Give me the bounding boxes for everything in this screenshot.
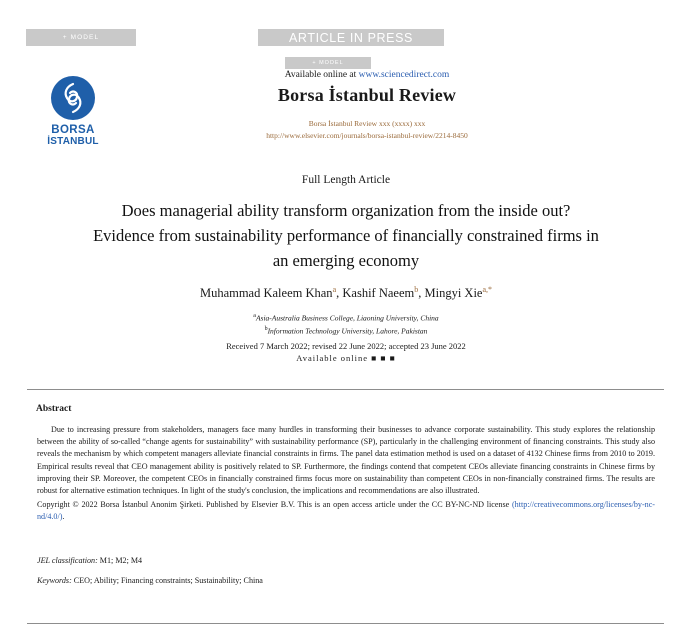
jel-value: M1; M2; M4 [97, 556, 143, 565]
page-title [34, 198, 658, 273]
author-affil-marker: b [414, 285, 419, 294]
top-banner [26, 29, 666, 46]
article-in-press-badge: ARTICLE IN PRESS [258, 29, 444, 46]
article-history [46, 340, 646, 364]
author-affil-marker: a,* [482, 285, 493, 294]
model-tag-center: + MODEL [285, 57, 371, 69]
author-name: Kashif Naeem [342, 286, 415, 301]
abstract-paragraph: Due to increasing pressure from stakeholders, managers face many hurdles in transforming their businesses to advance corporate sustainability. This study explores the relationship between the ability of so-called “change agents for sustainability” with sustainability performance (SP), particularly in the challenging environment of financing constraints. This study also reveals the mechanism by which competent managers alleviate financial constraints in firms. The panel data estimation method is used on a dataset of 4132 Chinese firms from 2010 to 2019. Empirical results reveal that CEO management ability is positively related to SP. Furthermore, the findings contend that competent CEOs alleviate financing constraints in Chinese firms by improving their SP. Moreover, the competent CEOs in financially constrained firms focus more on sustainability than competent CEOs in non-financially constrained firms. The results are robust for alternative estimation techniques. In light of the study's conclusion, the implications and recommendations are also illustrated. [37, 425, 655, 496]
affiliation-text: Information Technology University, Lahore, Pakistan [267, 326, 428, 336]
abstract-body [37, 424, 655, 524]
divider-bottom [27, 623, 664, 624]
logo-text-line1: BORSA [51, 124, 95, 136]
logo-mark-icon [51, 76, 95, 120]
affiliation-marker: b [264, 326, 268, 332]
abstract-copyright [37, 499, 655, 523]
sciencedirect-link[interactable]: www.sciencedirect.com [358, 70, 450, 80]
author-name: Muhammad Kaleem Khan [199, 286, 333, 301]
article-type: Full Length Article [301, 174, 391, 186]
title-line-1: Does managerial ability transform organization from the inside out? [121, 201, 571, 220]
title-line-3: an emerging economy [272, 251, 420, 270]
affiliation-marker: a [253, 313, 256, 319]
jel-label: JEL classification: [37, 556, 98, 565]
title-line-2: Evidence from sustainability performance of financially constrained firms in [93, 226, 599, 245]
borsa-istanbul-logo [30, 76, 116, 147]
available-online-line [68, 70, 666, 80]
journal-header [26, 70, 666, 140]
divider-top [27, 389, 664, 390]
journal-title: Borsa İstanbul Review [277, 85, 457, 105]
logo-text-line2: İSTANBUL [47, 136, 99, 147]
received-revised-accepted: Received 7 March 2022; revised 22 June 2022; accepted 23 June 2022 [226, 341, 466, 351]
copyright-text: Copyright © 2022 Borsa İstanbul Anonim Şirketi. Published by Elsevier B.V. This is an open access article under the CC BY-NC-ND license [37, 500, 510, 510]
license-link[interactable]: (http://creativecommons.org/licenses/by-nc-nd/4.0/) [37, 500, 655, 522]
jel-classification [37, 556, 655, 565]
abstract-heading: Abstract [36, 404, 72, 414]
journal-reference: Borsa İstanbul Review xxx (xxxx) xxx [308, 119, 426, 128]
affiliation-text: Asia-Australia Business College, Liaoning University, China [255, 313, 439, 323]
keywords-label: Keywords: [37, 576, 72, 585]
available-online-date: Available online ■ ■ ■ [296, 353, 396, 363]
model-tag-left: + MODEL [26, 29, 136, 46]
author-list: Muhammad Kaleem Khan$^a$, Kashif Naeem$^b$, Mingyi Xie$^{a,*}$ [199, 285, 493, 301]
affiliation-list [46, 311, 646, 337]
journal-url: http://www.elsevier.com/journals/borsa-istanbul-review/2214-8450 [266, 131, 468, 140]
author-affil-marker: a [332, 285, 337, 294]
license-suffix: . [62, 512, 65, 522]
affiliation-item [46, 324, 646, 337]
available-online-text: Available online at [284, 70, 359, 80]
swirl-icon [56, 81, 90, 115]
keywords [37, 576, 655, 585]
affiliation-item [46, 311, 646, 324]
keywords-value: CEO; Ability; Financing constraints; Sustainability; China [71, 576, 263, 585]
author-name: Mingyi Xie [424, 286, 483, 301]
